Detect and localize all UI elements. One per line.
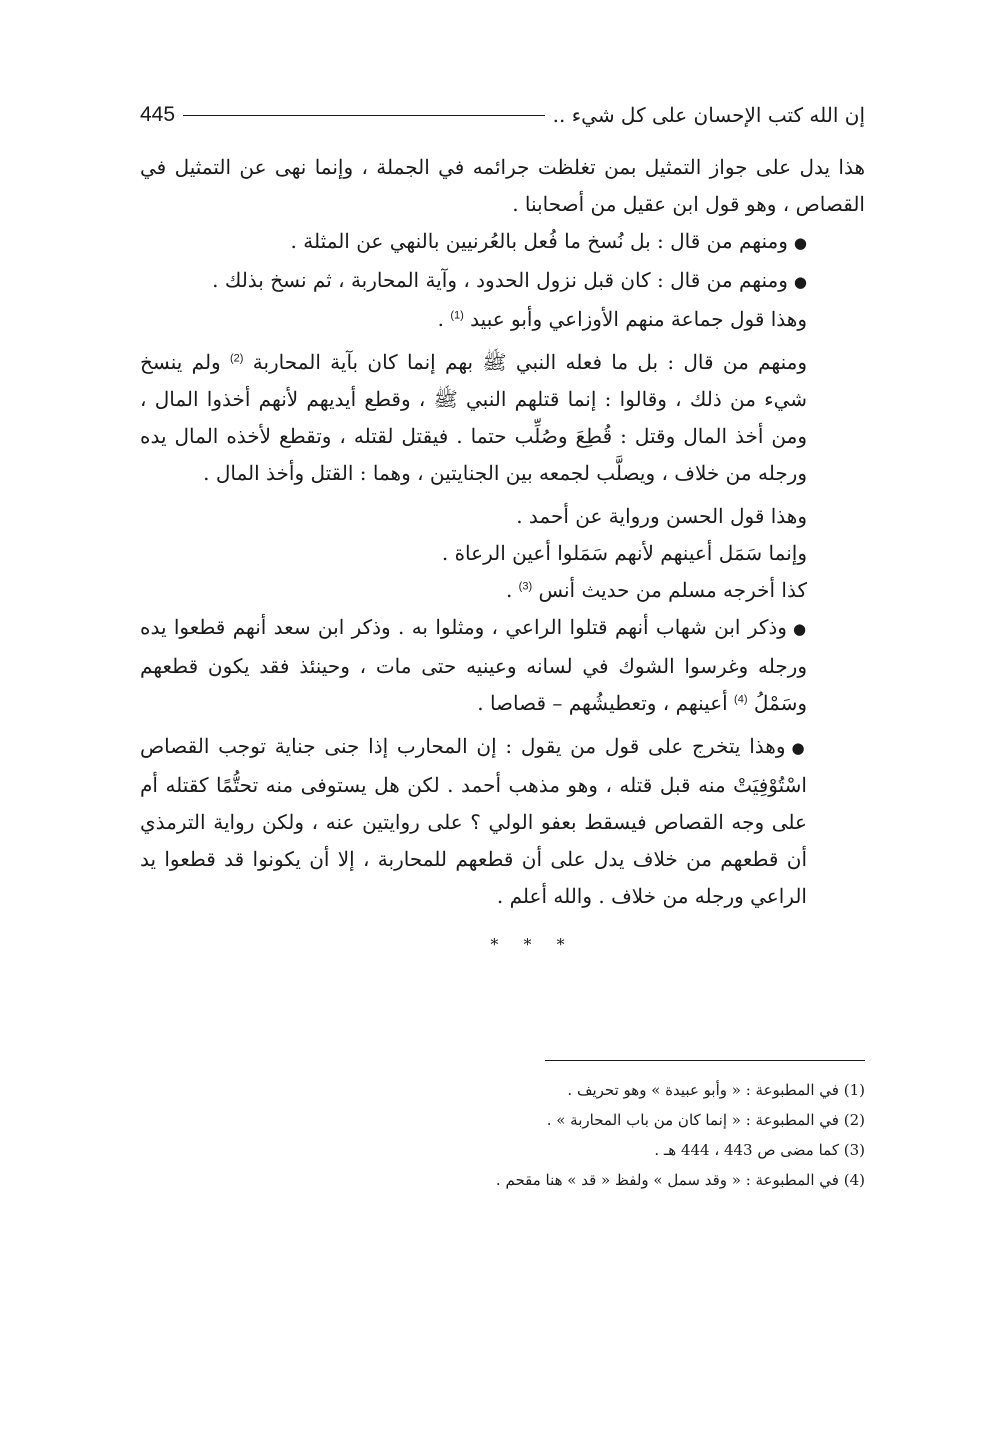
paragraph-tail: أعينهم ، وتعطيشُهم – قصاصا . (477, 691, 735, 715)
bullet-paragraph (140, 223, 865, 262)
section-separator: * * * (490, 935, 575, 954)
paragraph (140, 498, 865, 535)
header-rule (183, 115, 545, 116)
paragraph-text: هذا يدل على جواز التمثيل بمن تغلظت جرائمه في الجملة ، وإنما نهى عن التمثيل في القصاص ، وهو قول ابن عقيل من أصحابنا . (140, 155, 865, 216)
page-header (140, 95, 865, 135)
footnote-ref: (3) (518, 580, 533, 593)
footnotes (140, 1075, 865, 1195)
paragraph (140, 149, 865, 223)
bullet-paragraph (140, 728, 865, 915)
bullet-icon: ● (793, 234, 807, 252)
paragraph-text: وإنما سَمَل أعينهم لأنهم سَمَلوا أعين الرعاة . (441, 541, 807, 565)
body-text (140, 149, 865, 915)
bullet-paragraph (140, 262, 865, 301)
footnote: (4) في المطبوعة : « وقد سمل » ولفظ « قد » هنا مقحم . (495, 1171, 865, 1189)
footnote-ref: (2) (229, 352, 244, 365)
document-page (140, 95, 865, 1195)
footnote: (3) كما مضى ص 443 ، 444 هـ . (654, 1141, 865, 1159)
bullet-paragraph (140, 609, 865, 722)
paragraph (140, 301, 865, 338)
footnote-ref: (4) (734, 693, 748, 706)
paragraph-tail: . (437, 307, 451, 331)
bullet-icon: ● (793, 273, 807, 291)
bullet-icon: ● (791, 739, 808, 757)
footnote: (2) في المطبوعة : « إنما كان من باب المحاربة » . (546, 1111, 865, 1129)
paragraph-text: وذكر ابن شهاب أنهم قتلوا الراعي ، ومثلوا به . وذكر ابن سعد أنهم قطعوا يده ورجله وغرسوا الشوك في لسانه وعينيه حتى مات ، وحينئذ فقد يكون قطعهم وسَمْلُ (140, 615, 807, 715)
footnote-rule (545, 1060, 865, 1061)
paragraph-text: وهذا قول الحسن ورواية عن أحمد . (516, 504, 807, 528)
running-title: إن الله كتب الإحسان على كل شيء .. (552, 103, 865, 127)
paragraph (140, 572, 865, 609)
paragraph-text: كذا أخرجه مسلم من حديث أنس (538, 578, 807, 602)
paragraph-text: ومنهم من قال : كان قبل نزول الحدود ، وآية المحاربة ، ثم نسخ بذلك . (212, 268, 788, 292)
page-number: 445 (140, 103, 176, 126)
paragraph-tail: . (505, 578, 519, 602)
paragraph (140, 344, 865, 492)
paragraph-tail: ولم ينسخ شيء من ذلك ، وقالوا : إنما قتلهم النبي ﷺ ، وقطع أيديهم لأنهم أخذوا المال ، ومن أخذ المال وقتل : قُطِعَ وصُلِّب حتما . فيقتل لقتله ، وتقطع لأخذه المال يده ورجله من خلاف ، ويصلَّب لجمعه بين الجنايتين ، وهما : القتل وأخذ المال . (140, 350, 807, 485)
paragraph-text: وهذا قول جماعة منهم الأوزاعي وأبو عبيد (470, 307, 807, 331)
paragraph-text: وهذا يتخرج على قول من يقول : إن المحارب إذا جنى جناية توجب القصاص اسْتُوْفِيَتْ منه قبل قتله ، وهو مذهب أحمد . لكن هل يستوفى منه تحتُّمًا كقتله أم على وجه القصاص فيسقط بعفو الولي ؟ على روايتين عنه ، ولكن رواية الترمذي أن قطعهم من خلاف يدل على أن قطعهم للمحاربة ، إلا أن يكونوا قد قطعوا يد الراعي ورجله من خلاف . والله أعلم . (140, 734, 807, 908)
paragraph-text: ومنهم من قال : بل نُسخ ما فُعل بالعُرنيين بالنهي عن المثلة . (290, 229, 788, 253)
footnote-ref: (1) (450, 309, 464, 322)
footnote: (1) في المطبوعة : « وأبو عبيدة » وهو تحريف . (567, 1081, 865, 1099)
paragraph (140, 535, 865, 572)
paragraph-text: ومنهم من قال : بل ما فعله النبي ﷺ بهم إنما كان بآية المحاربة (252, 350, 807, 374)
bullet-icon: ● (792, 620, 808, 638)
